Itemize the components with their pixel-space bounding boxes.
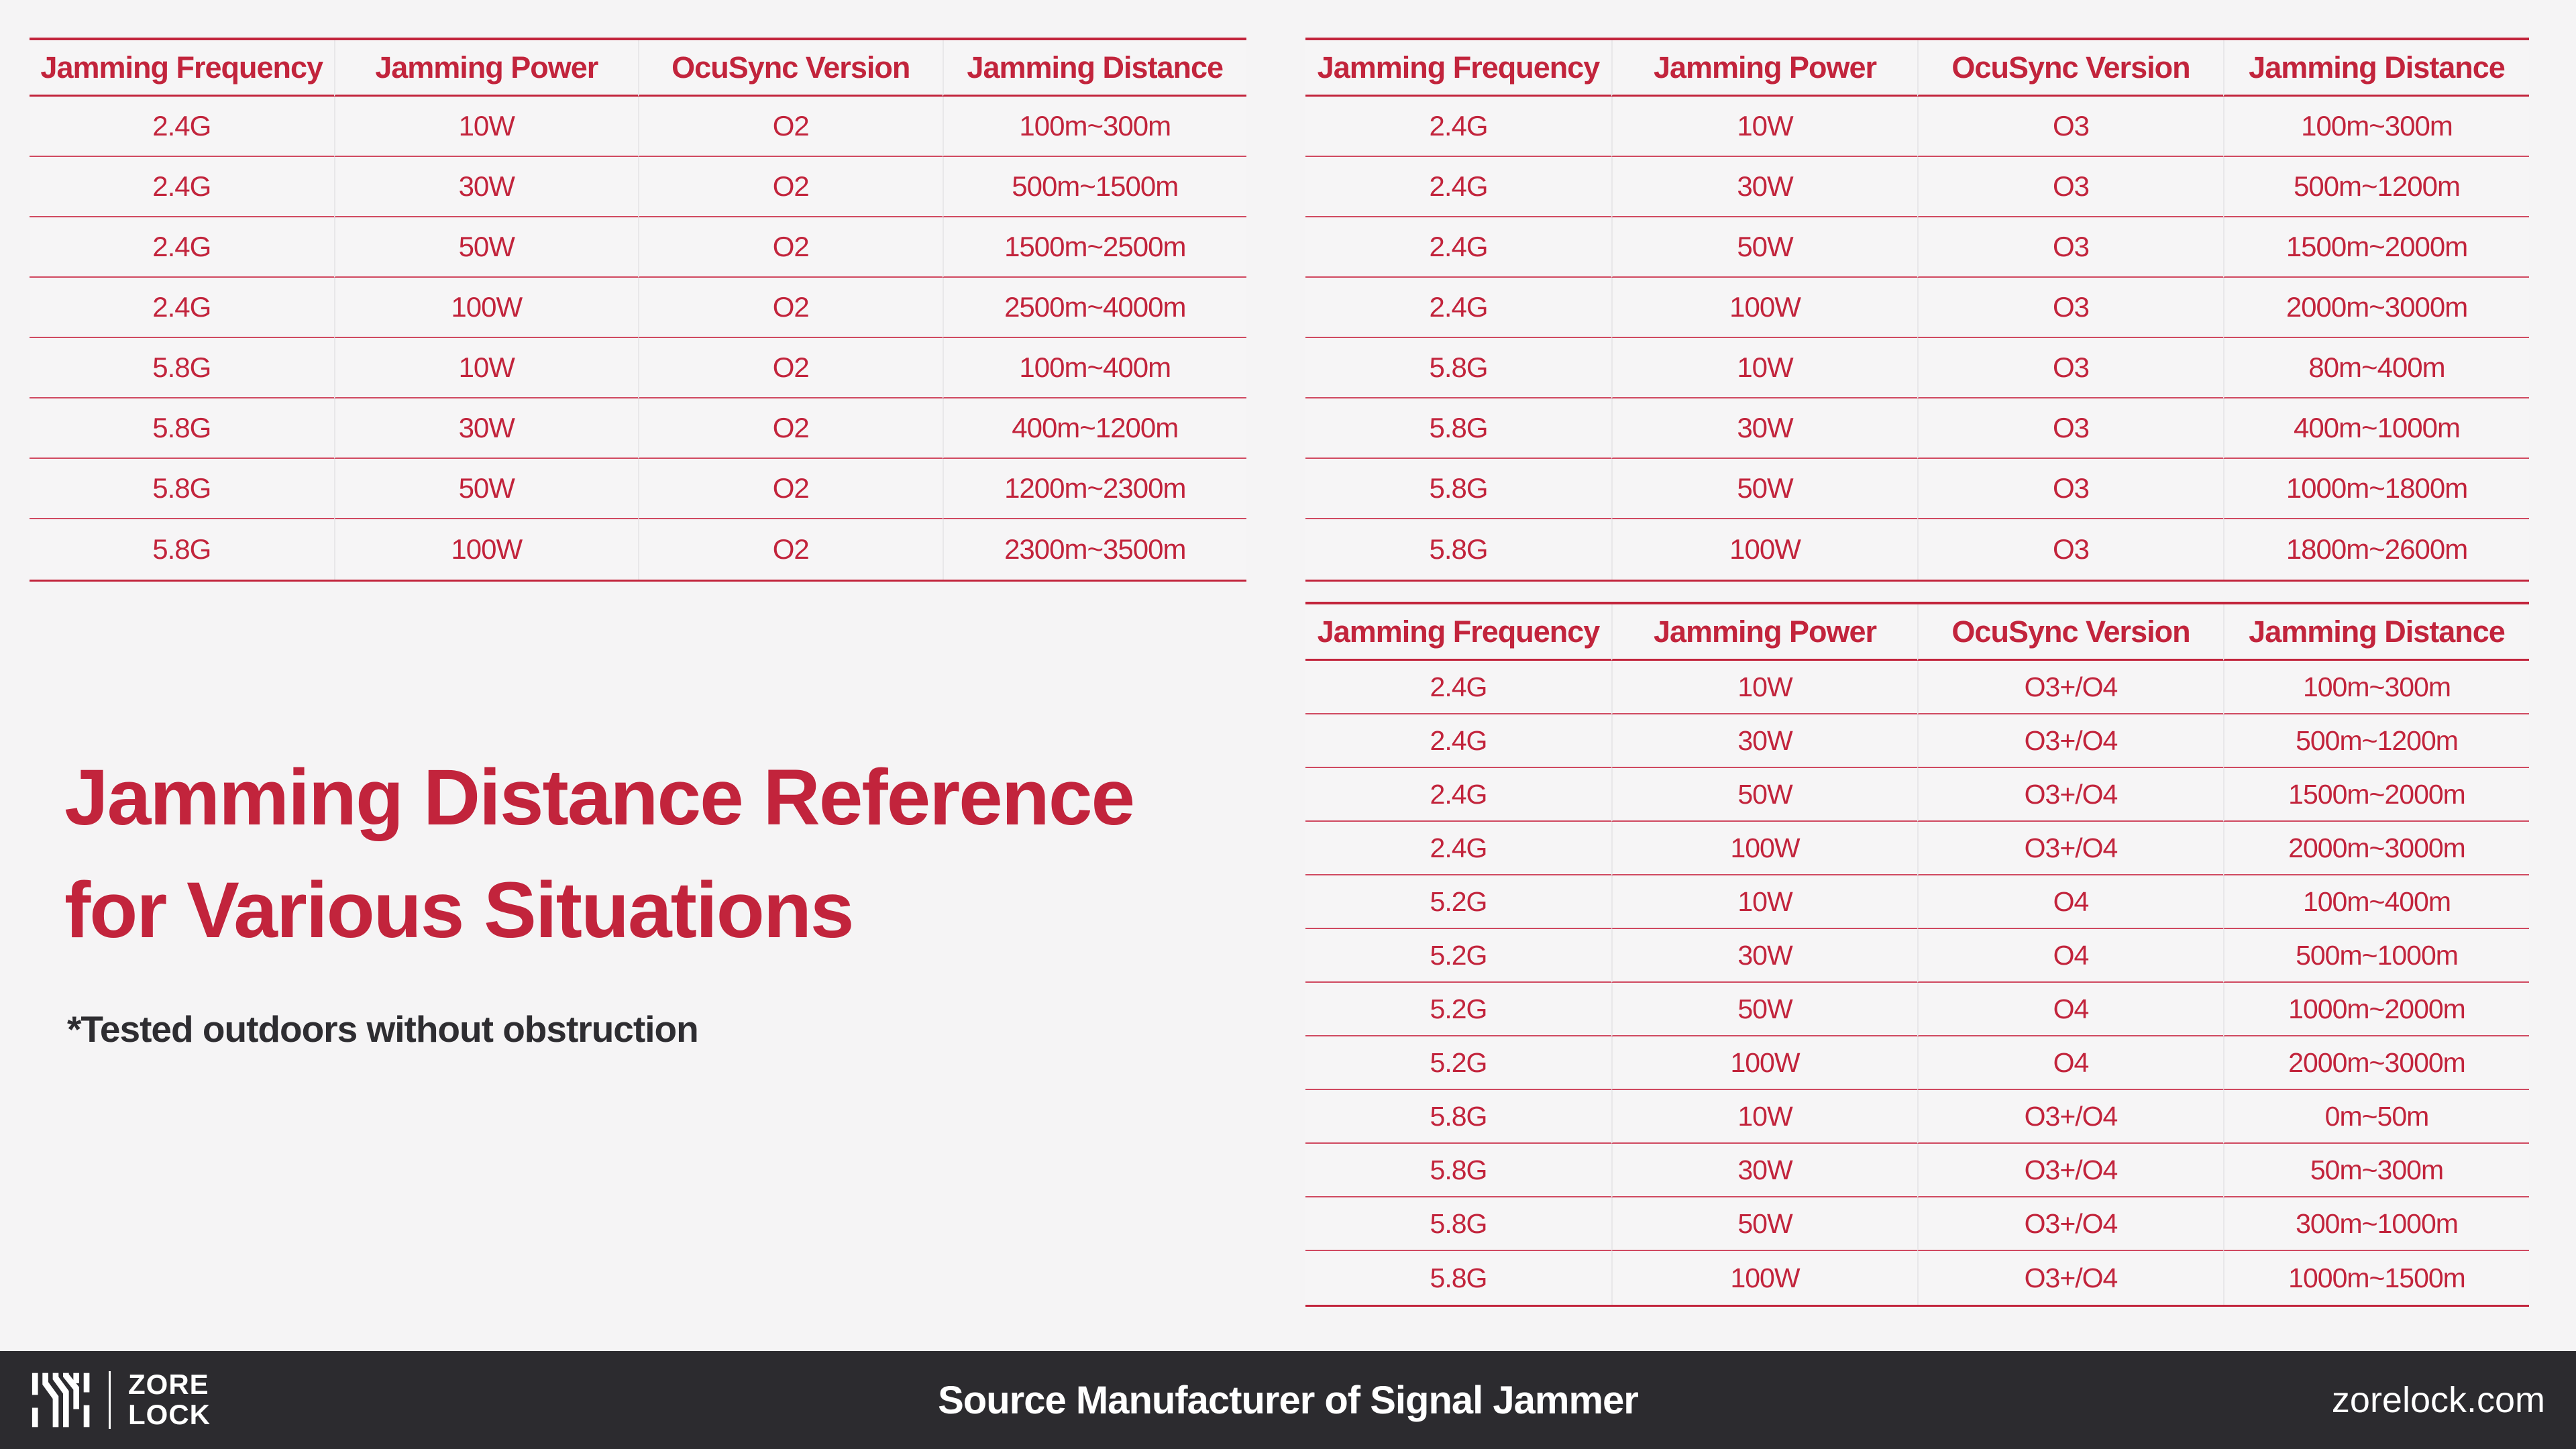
table-cell: 2.4G	[30, 157, 334, 217]
table-cell: O3	[1917, 217, 2223, 278]
table-cell: 10W	[334, 97, 639, 157]
table-cell: 2300m~3500m	[943, 519, 1247, 580]
table-cell: 5.8G	[1305, 1144, 1611, 1197]
table-cell: O3	[1917, 398, 2223, 459]
table-cell: 30W	[1611, 157, 1917, 217]
column-header: Jamming Distance	[943, 40, 1247, 97]
table-cell: 5.2G	[1305, 983, 1611, 1036]
table-cell: 0m~50m	[2223, 1090, 2529, 1144]
column-header: Jamming Power	[334, 40, 639, 97]
table-cell: 50W	[1611, 983, 1917, 1036]
column-header: Jamming Distance	[2223, 604, 2529, 661]
table-cell: 100W	[1611, 519, 1917, 580]
table-cell: O2	[638, 398, 943, 459]
table-cell: 100W	[1611, 1251, 1917, 1305]
table-cell: 5.2G	[1305, 1036, 1611, 1090]
table-cell: 100W	[334, 519, 639, 580]
footer-website: zorelock.com	[2331, 1380, 2545, 1420]
table-cell: O3+/O4	[1917, 1251, 2223, 1305]
table-cell: 10W	[1611, 661, 1917, 714]
table-cell: 50W	[1611, 768, 1917, 822]
table-cell: 10W	[334, 338, 639, 398]
table-cell: O2	[638, 519, 943, 580]
table-cell: 2.4G	[1305, 822, 1611, 875]
table-cell: 1200m~2300m	[943, 459, 1247, 519]
column-header: Jamming Frequency	[30, 40, 334, 97]
table-cell: O2	[638, 278, 943, 338]
table-cell: O4	[1917, 875, 2223, 929]
column-header: OcuSync Version	[1917, 604, 2223, 661]
table-cell: 100W	[1611, 1036, 1917, 1090]
table-cell: 100m~400m	[2223, 875, 2529, 929]
table-cell: 100m~400m	[943, 338, 1247, 398]
table-cell: 50W	[1611, 217, 1917, 278]
table-cell: O4	[1917, 1036, 2223, 1090]
table-cell: O3	[1917, 278, 2223, 338]
table-cell: O3+/O4	[1917, 1144, 2223, 1197]
table-cell: O3	[1917, 519, 2223, 580]
table-cell: O3+/O4	[1917, 661, 2223, 714]
table-cell: 30W	[1611, 929, 1917, 983]
column-header: Jamming Distance	[2223, 40, 2529, 97]
page-title: Jamming Distance Reference for Various Situations	[64, 753, 1134, 955]
table-cell: 80m~400m	[2223, 338, 2529, 398]
table-cell: 10W	[1611, 338, 1917, 398]
table-cell: 2.4G	[30, 217, 334, 278]
table-cell: O3	[1917, 97, 2223, 157]
table-cell: 400m~1000m	[2223, 398, 2529, 459]
table-cell: 1000m~1500m	[2223, 1251, 2529, 1305]
table-cell: O4	[1917, 929, 2223, 983]
table-cell: 2.4G	[1305, 714, 1611, 768]
table-cell: O4	[1917, 983, 2223, 1036]
table-cell: 50m~300m	[2223, 1144, 2529, 1197]
jamming-table-o2	[30, 38, 1246, 582]
table-cell: 30W	[1611, 398, 1917, 459]
table-cell: 500m~1200m	[2223, 714, 2529, 768]
table-cell: 2.4G	[1305, 157, 1611, 217]
table-cell: 5.8G	[1305, 1090, 1611, 1144]
jamming-table-o3plus-o4	[1305, 602, 2529, 1307]
table-cell: 30W	[1611, 714, 1917, 768]
table-cell: 300m~1000m	[2223, 1197, 2529, 1251]
table-cell: 5.8G	[30, 338, 334, 398]
column-header: OcuSync Version	[638, 40, 943, 97]
table-cell: 5.8G	[1305, 1197, 1611, 1251]
table-cell: 400m~1200m	[943, 398, 1247, 459]
table-cell: 2000m~3000m	[2223, 1036, 2529, 1090]
table-cell: 1500m~2000m	[2223, 217, 2529, 278]
table-cell: 5.8G	[1305, 459, 1611, 519]
table-cell: 30W	[334, 398, 639, 459]
table-cell: 1500m~2000m	[2223, 768, 2529, 822]
brand-line2: LOCK	[128, 1399, 211, 1430]
table-cell: 2500m~4000m	[943, 278, 1247, 338]
jamming-table-o3	[1305, 38, 2529, 582]
brand-line1: ZORE	[128, 1368, 209, 1401]
table-cell: 50W	[334, 459, 639, 519]
table-cell: 5.8G	[1430, 1262, 1487, 1293]
test-condition-footnote: *Tested outdoors without obstruction	[67, 1008, 698, 1050]
table-cell: 10W	[1611, 1090, 1917, 1144]
table-cell: 100W	[1611, 822, 1917, 875]
table-cell: 1000m~1800m	[2223, 459, 2529, 519]
table-cell: 2.4G	[1305, 768, 1611, 822]
column-header: Jamming Frequency	[1305, 40, 1611, 97]
table-cell: 500m~1000m	[2223, 929, 2529, 983]
table-cell: O2	[638, 97, 943, 157]
brand-name	[128, 1370, 211, 1430]
table-cell: 1800m~2600m	[2223, 519, 2529, 580]
table-cell: O3+/O4	[1917, 768, 2223, 822]
table-cell: 50W	[334, 217, 639, 278]
table-cell: 10W	[1611, 97, 1917, 157]
table-cell: 5.8G	[152, 533, 211, 565]
table-cell: 2.4G	[30, 97, 334, 157]
table-cell: 100m~300m	[2223, 97, 2529, 157]
table-cell: 5.2G	[1305, 875, 1611, 929]
table-cell: O3+/O4	[1917, 1090, 2223, 1144]
table-cell: O3+/O4	[1917, 714, 2223, 768]
table-cell: 2000m~3000m	[2223, 278, 2529, 338]
table-cell: 5.8G	[1305, 398, 1611, 459]
column-header: OcuSync Version	[1917, 40, 2223, 97]
table-cell: 5.8G	[30, 398, 334, 459]
table-cell: 500m~1500m	[943, 157, 1247, 217]
table-cell: 5.2G	[1305, 929, 1611, 983]
table-cell: 1500m~2500m	[943, 217, 1247, 278]
table-cell: 100W	[1611, 278, 1917, 338]
table-cell: 2000m~3000m	[2223, 822, 2529, 875]
table-cell: 5.8G	[1429, 533, 1488, 565]
table-cell: 30W	[1611, 1144, 1917, 1197]
logo-divider	[109, 1371, 111, 1429]
table-cell: O2	[638, 459, 943, 519]
footer-bar	[0, 1351, 2576, 1449]
table-cell: 30W	[334, 157, 639, 217]
table-cell: 2.4G	[1305, 278, 1611, 338]
table-cell: 500m~1200m	[2223, 157, 2529, 217]
column-header: Jamming Frequency	[1305, 604, 1611, 661]
column-header: Jamming Power	[1611, 604, 1917, 661]
brand-logo	[31, 1368, 211, 1432]
footer-tagline: Source Manufacturer of Signal Jammer	[938, 1378, 1638, 1422]
table-cell: 5.8G	[1305, 338, 1611, 398]
table-cell: O3	[1917, 157, 2223, 217]
table-cell: 5.8G	[30, 459, 334, 519]
table-cell: 50W	[1611, 459, 1917, 519]
table-cell: 50W	[1611, 1197, 1917, 1251]
table-cell: O2	[638, 217, 943, 278]
table-cell: O3	[1917, 338, 2223, 398]
table-cell: 10W	[1611, 875, 1917, 929]
table-cell: O2	[638, 157, 943, 217]
table-cell: 100m~300m	[2223, 661, 2529, 714]
table-cell: O3+/O4	[1917, 822, 2223, 875]
table-cell: 100W	[334, 278, 639, 338]
table-cell: 2.4G	[1305, 661, 1611, 714]
table-cell: O2	[638, 338, 943, 398]
table-cell: O3	[1917, 459, 2223, 519]
table-cell: 100m~300m	[943, 97, 1247, 157]
table-cell: 2.4G	[1305, 217, 1611, 278]
table-cell: O3+/O4	[1917, 1197, 2223, 1251]
zorelock-stripes-logo-icon	[31, 1368, 95, 1432]
table-cell: 2.4G	[30, 278, 334, 338]
column-header: Jamming Power	[1611, 40, 1917, 97]
table-cell: 1000m~2000m	[2223, 983, 2529, 1036]
table-cell: 2.4G	[1305, 97, 1611, 157]
